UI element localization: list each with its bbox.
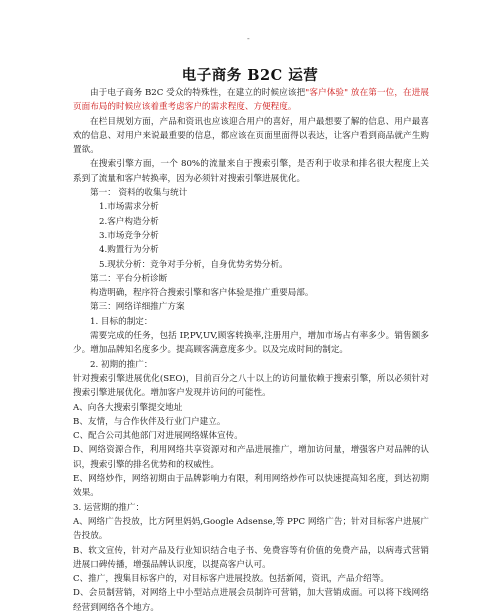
list-item: D、网络资源合作，利用网络共享资源对和产品进展推广，增加访问量，增强客户对品牌的认识，搜索引擎的排名优势和的权威性。	[73, 445, 429, 470]
intro-text: 由于电子商务 B2C 受众的特殊性，在建立的时候应该把	[90, 88, 306, 98]
subsection-1-body: 需要完成的任务，包括 IP,PV,UV,顾客转换率,注册用户，增加市场占有率多少。销售额多少。增加品牌知名度多少。提高顾客满意度多少。以及完成时间的制定。	[73, 331, 429, 356]
document-body	[73, 86, 429, 615]
intro-highlight: "客户体验" 放在第一位，在进展页面布局的时候应该着重考虑客户的需求程度、方便程度。	[73, 88, 430, 113]
page-header-mark: -	[247, 34, 250, 43]
list-item: 5.现状分析：竞争对手分析，自身优势劣势分析。	[99, 259, 288, 270]
list-item: 4.购置行为分析	[99, 245, 159, 256]
list-item: 1.市场需求分析	[99, 202, 159, 213]
list-item: A、网络广告投放，比方阿里妈妈,Google Adsense,等 PPC 网络广告；针对目标客户进展广告投放。	[73, 516, 429, 542]
list-item: 3.市场竞争分析	[99, 230, 159, 241]
section-3-heading: 第三：网络详细推广方案	[90, 302, 185, 313]
section-2-heading: 第二：平台分析诊断	[90, 273, 168, 284]
subsection-2-heading: 2. 初期的推广：	[90, 359, 153, 370]
section-2-body: 构造明确，程序符合搜索引擎和客户体验是推广重要局部。	[90, 288, 314, 299]
list-item: C、配合公司其他部门对进展网络媒体宣传。	[73, 431, 243, 442]
list-item: B、软文宣传，针对产品及行业知识结合电子书、免费容等有价值的免费产品，以病毒式营销进展口碑传播，增强品牌认识度，以提高客户认可。	[73, 545, 429, 570]
intro-paragraph	[73, 86, 429, 115]
section-1-heading: 第一： 资料的收集与统计	[90, 188, 188, 199]
column-paragraph: 在栏目规划方面，产品和资讯也应该迎合用户的喜好，用户最想要了解的信息、用户最喜欢的信息、对用户来说最重要的信息，都应该在页面里面得以表达，让客户看到商品就产生购置欲。	[73, 116, 429, 156]
subsection-1-heading: 1. 目标的制定：	[90, 316, 153, 327]
list-item: D、会员制营销，对网络上中小型站点进展会员制许可营销，加大营销成面。可以将下线网络经营到网络各个地方。	[73, 588, 429, 613]
list-item: B、友情，与合作伙伴及行业门户建立。	[73, 416, 226, 427]
document-title: 电子商务 B2C 运营	[181, 67, 319, 84]
seo-paragraph: 在搜索引擎方面，一个 80%的流量来自于搜索引擎，是否利于收录和排名很大程度上关系到了流量和客户转换率，因为必须针对搜索引擎进展优化。	[73, 159, 429, 184]
list-item: A、向各大搜索引擎提交地址	[73, 402, 183, 413]
list-item: 2.客户构造分析	[99, 216, 159, 227]
list-item: C、推广，搜集目标客户的，对目标客户进展投放。包括新闻，资讯，产品介绍等。	[73, 574, 389, 585]
list-item: E、网络炒作，网络初期由于品牌影响力有限，利用网络炒作可以快速提高知名度，到达初期效果。	[73, 474, 429, 499]
subsection-3-heading: 3. 运营期的推广：	[73, 502, 145, 513]
subsection-2-body: 针对搜索引擎进展优化(SEO)，目前百分之八十以上的访问量依赖于搜索引擎，所以必须针对搜索引擎进展优化。增加客户发现并访问的可能性。	[73, 373, 429, 399]
